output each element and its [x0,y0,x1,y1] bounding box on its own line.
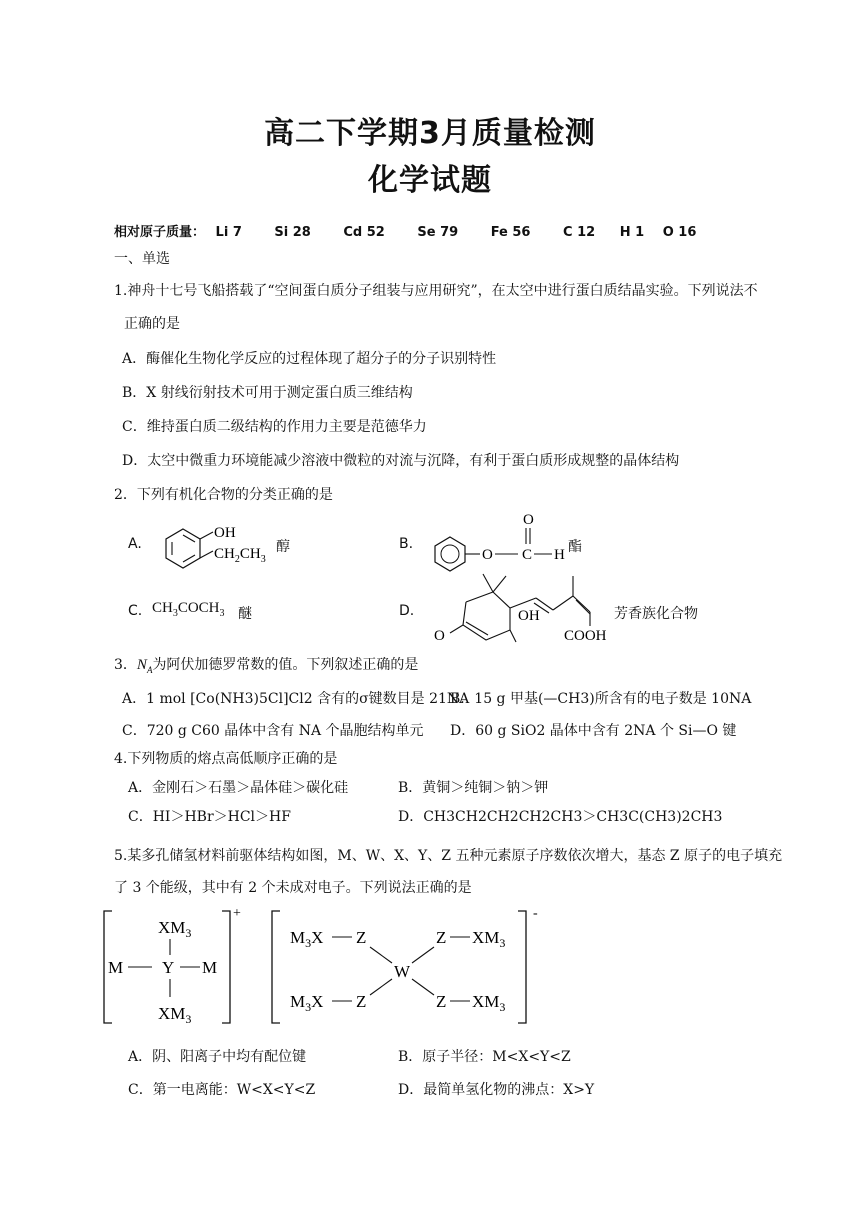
q2-option-c-label: C. [128,603,143,619]
q2-option-d-structure [428,562,628,650]
q2-option-d-class: 芳香族化合物 [614,606,698,622]
svg-text:W: W [394,962,411,981]
q1-option-b: B．X 射线衍射技术可用于测定蛋白质三维结构 [122,385,413,401]
q5-stem-line1: 5.某多孔储氢材料前驱体结构如图，M、W、X、Y、Z 五种元素原子序数依次增大，基态 Z 原子的电子填充 [114,848,783,864]
q5-option-b: B．原子半径：M<X<Y<Z [398,1049,571,1065]
q2-option-a-structure [155,518,295,573]
q4-option-d: D．CH3CH2CH2CH2CH3＞CH3C(CH3)2CH3 [398,809,723,825]
q1-option-d: D．太空中微重力环境能减少溶液中微粒的对流与沉降，有利于蛋白质形成规整的晶体结构 [122,453,680,469]
q1-stem-line2: 正确的是 [124,316,180,332]
q3-stem-rest: 为阿伏加德罗常数的值。下列叙述正确的是 [152,657,419,673]
svg-text:Z: Z [436,992,447,1011]
svg-text:O: O [523,512,534,528]
q3-stem [114,654,418,675]
mass-item: Fe 56 [490,225,531,240]
mass-item: Se 79 [417,225,459,240]
q2-option-c-class: 醚 [238,606,252,622]
svg-text:XM3: $XM_3$ [158,1004,192,1026]
mass-item: Cd 52 [343,225,385,240]
svg-text:XM3: $XM_3$ [472,928,506,950]
q4-option-a: A．金刚石＞石墨＞晶体硅＞碳化硅 [128,780,349,796]
q4-option-b: B．黄铜＞纯铜＞钠＞钾 [398,780,549,796]
svg-text:Y: Y [162,958,175,977]
mass-item: C 12 [563,225,596,240]
mass-item: O 16 [662,225,697,240]
q3-stem-num: 3． [114,657,137,673]
mass-item: H 1 [619,225,645,240]
svg-text:C: C [522,547,533,563]
svg-text:XM3: $XM_3$ [472,992,506,1014]
anion-charge: - [533,906,538,921]
svg-text:M: M [108,958,124,977]
mass-item: Li 7 [215,225,242,240]
svg-text:OH: OH [518,608,540,624]
q1-stem-line1: 1.神舟十七号飞船搭载了“空间蛋白质分子组装与应用研究”，在太空中进行蛋白质结晶实验。下列说法不 [114,283,758,299]
svg-text:H: H [554,547,565,563]
q3-option-a: A．1 mol [Co(NH3)5Cl]Cl2 含有的σ键数目是 21NA [122,691,470,707]
svg-text:O: O [434,628,445,644]
q2-option-b-label: B. [399,536,414,552]
q3-option-c: C．720 g C60 晶体中含有 NA 个晶胞结构单元 [122,723,424,739]
svg-text:COOH: COOH [564,628,607,644]
q2-option-a-label: A. [128,536,142,552]
q5-option-c: C．第一电离能：W<X<Y<Z [128,1082,316,1098]
svg-text:CH2CH3: $CH_2CH_3$ [214,546,266,565]
q2-option-a-class: 醇 [276,539,290,555]
q3-stem-na: $N_A$ [136,657,153,675]
page-title: 高二下学期3月质量检测 [264,116,596,151]
atomic-masses [114,221,696,240]
svg-text:M3X: $M_3X$ [290,992,324,1014]
q2-option-c-formula: $CH_3COCH_3$ [152,600,225,619]
mass-item: Si 28 [274,225,311,240]
q3-option-b: B．15 g 甲基(—CH3)所含有的电子数是 10NA [450,691,752,707]
svg-text:O: O [482,547,493,563]
q4-option-c: C．HI＞HBr＞HCl＞HF [128,809,291,825]
svg-text:M: M [202,958,218,977]
q1-option-c: C．维持蛋白质二级结构的作用力主要是范德华力 [122,419,427,435]
q2-stem: 2．下列有机化合物的分类正确的是 [114,487,333,503]
atomic-masses-label: 相对原子质量： [114,225,206,240]
q2-option-b-class: 酯 [568,539,582,555]
cation-charge: + [233,906,241,921]
q5-option-a: A．阴、阳离子中均有配位键 [128,1049,307,1065]
q1-option-a: A．酶催化生物化学反应的过程体现了超分子的分子识别特性 [122,351,497,367]
q3-option-d: D．60 g SiO2 晶体中含有 2NA 个 Si—O 键 [450,723,737,739]
q5-structure-diagram [100,903,560,1031]
section-heading: 一、单选 [114,251,170,267]
svg-text:Z: Z [356,992,367,1011]
svg-text:M3X: $M_3X$ [290,928,324,950]
q5-stem-line2: 了 3 个能级，其中有 2 个未成对电子。下列说法正确的是 [114,880,472,896]
svg-text:Z: Z [436,928,447,947]
q5-option-d: D．最简单氢化物的沸点：X>Y [398,1082,595,1098]
q2-option-d-label: D. [399,603,415,619]
q4-stem: 4.下列物质的熔点高低顺序正确的是 [114,751,338,767]
svg-text:XM3: $XM_3$ [158,918,192,940]
svg-text:Z: Z [356,928,367,947]
svg-text:OH: OH [214,525,236,541]
page-subtitle: 化学试题 [368,163,492,198]
